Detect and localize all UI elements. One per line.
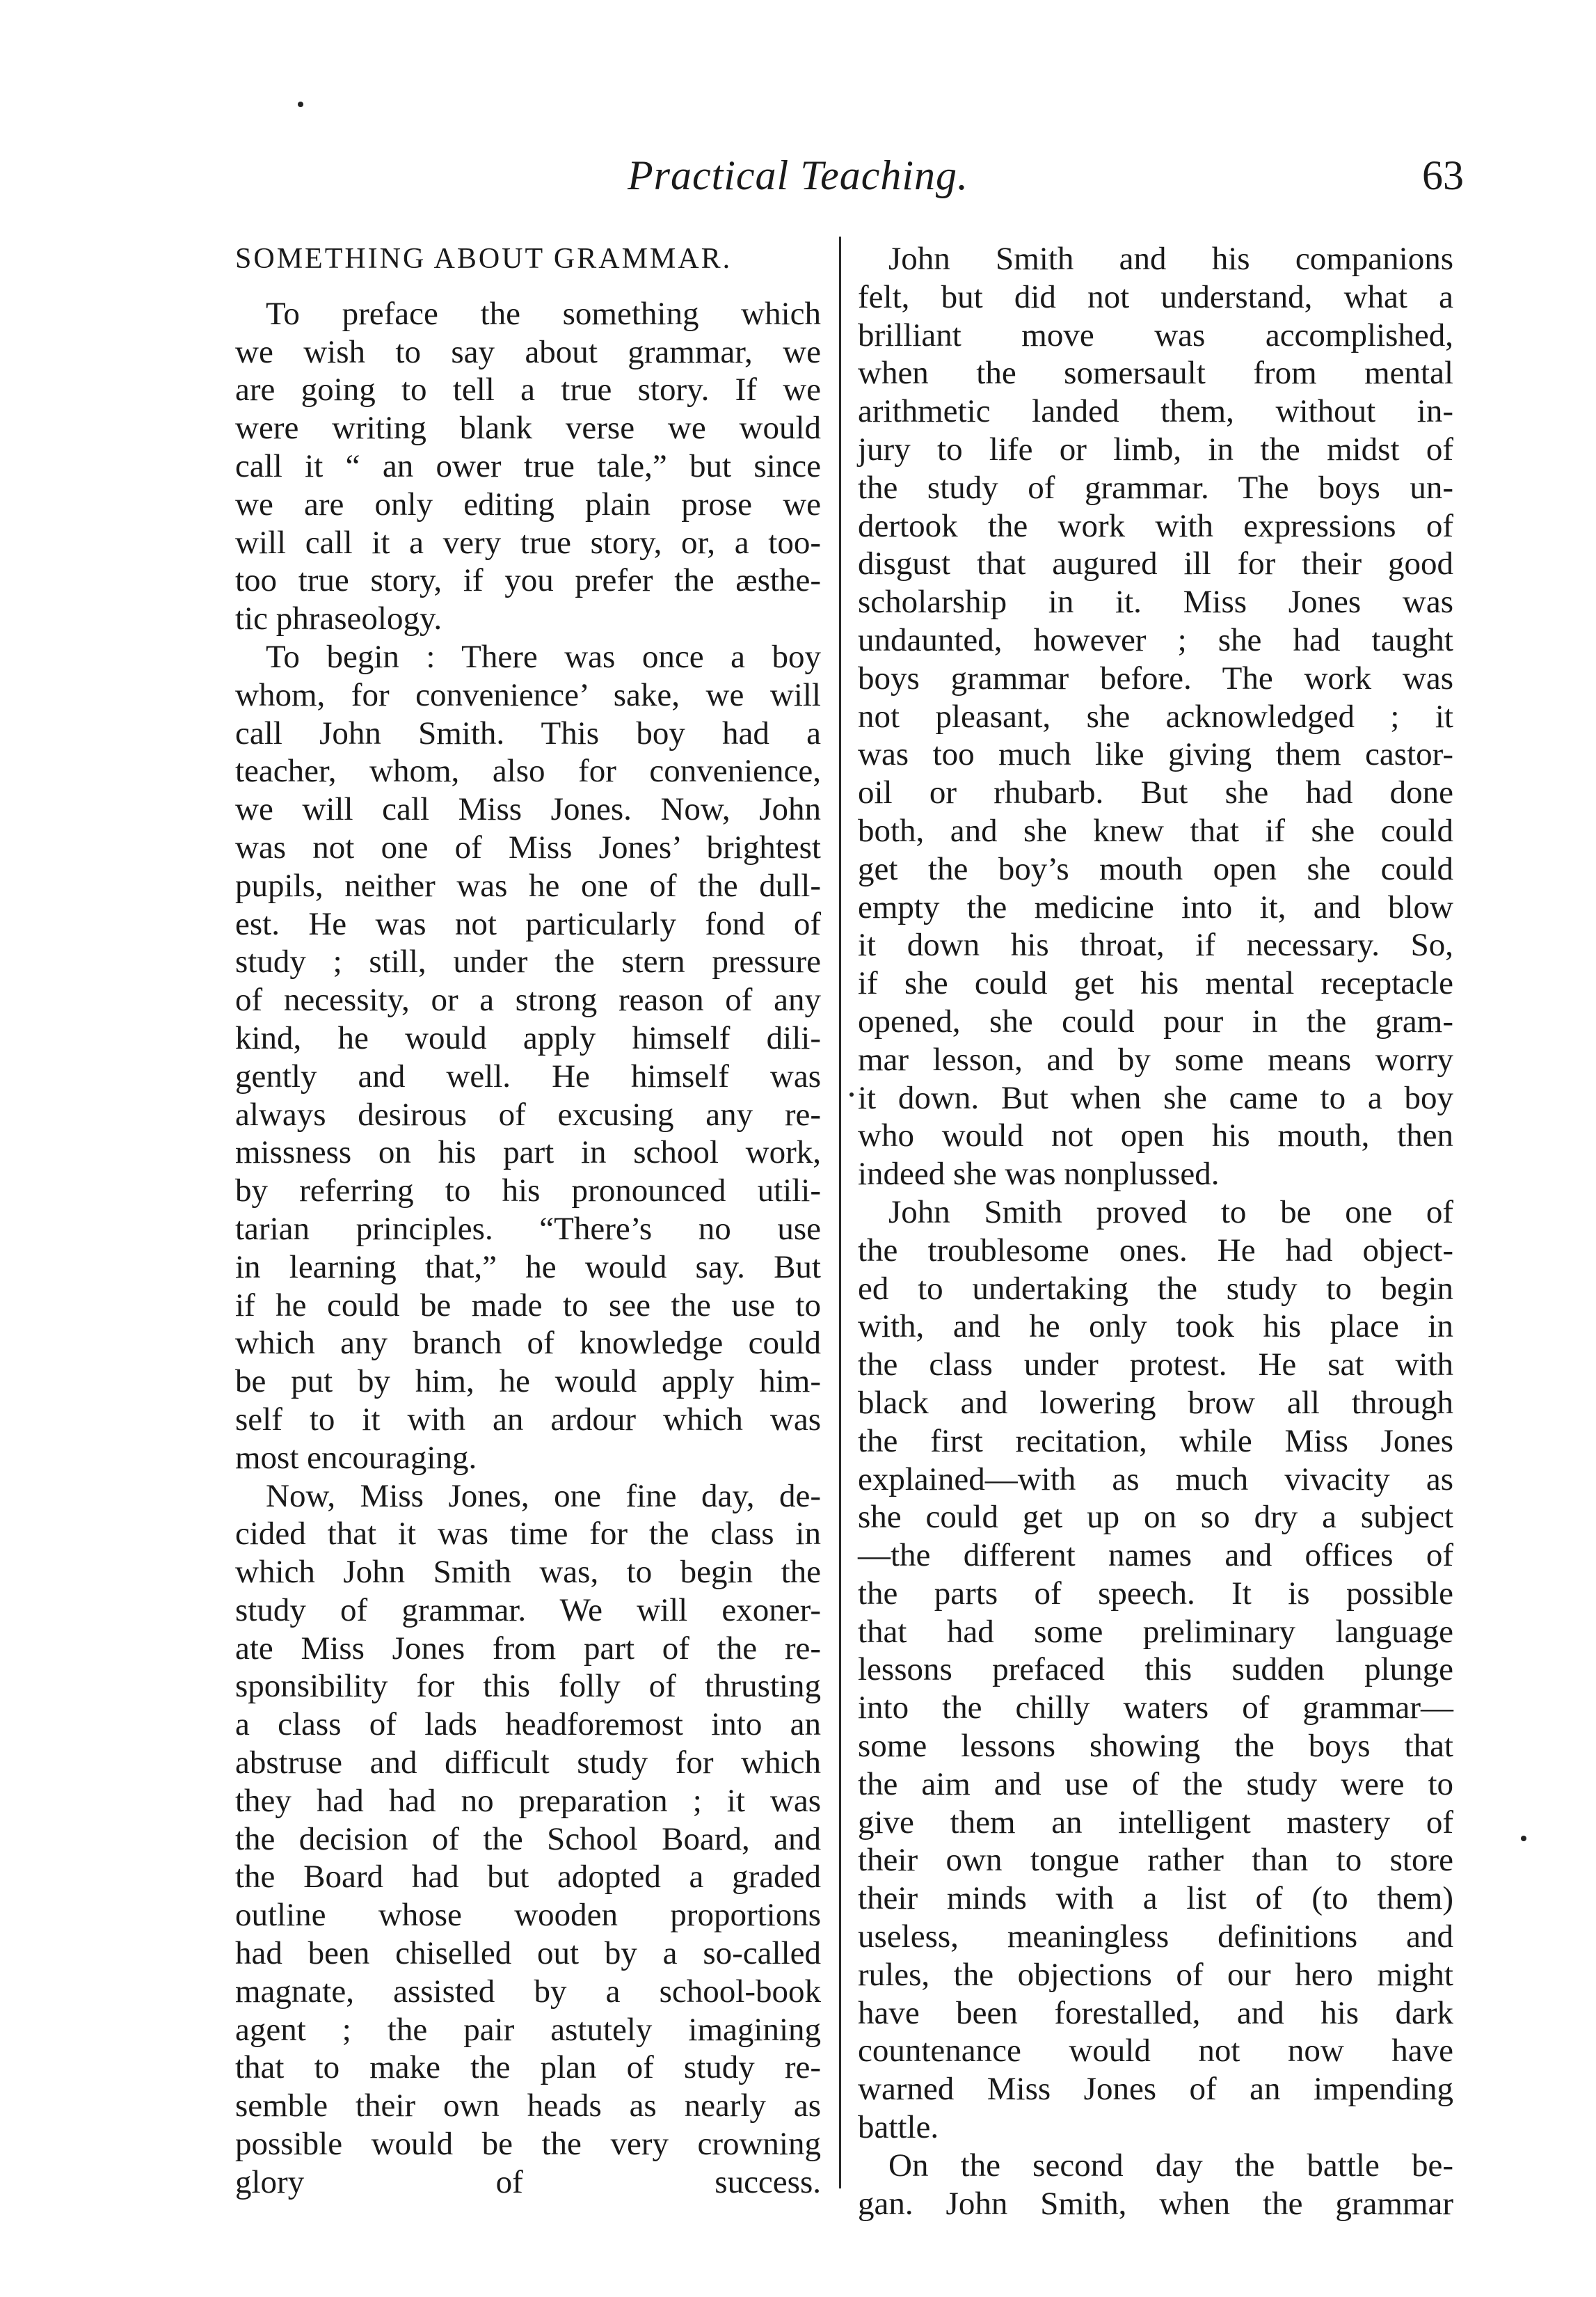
text-line: scholarship in it. Miss Jones was xyxy=(858,584,1453,621)
text-line: tarian principles. “There’s no use xyxy=(235,1210,821,1247)
text-line: boys grammar before. The work was xyxy=(858,660,1453,697)
text-line: sponsibility for this folly of thrusting xyxy=(235,1668,821,1705)
paragraph xyxy=(858,2147,1453,2223)
text-line: the aim and use of the study were to xyxy=(858,1765,1453,1802)
text-line: glory of success. xyxy=(235,2163,821,2200)
text-line: outline whose wooden proportions xyxy=(235,1897,821,1934)
text-line: was too much like giving them castor- xyxy=(858,736,1453,773)
text-line: call John Smith. This boy had a xyxy=(235,715,821,752)
page-number: 63 xyxy=(1422,152,1464,198)
text-line: whom, for convenience’ sake, we will xyxy=(235,676,821,713)
text-line: we wish to say about grammar, we xyxy=(235,333,821,370)
text-line: not pleasant, she acknowledged ; it xyxy=(858,698,1453,735)
text-line: had been chiselled out by a so-called xyxy=(235,1935,821,1972)
text-line: the decision of the School Board, and xyxy=(235,1820,821,1857)
text-line: indeed she was nonplussed. xyxy=(858,1156,1220,1193)
text-line: disgust that augured ill for their good xyxy=(858,546,1453,582)
text-line: will call it a very true story, or, a too- xyxy=(235,524,821,561)
text-line: the class under protest. He sat with xyxy=(858,1346,1453,1383)
text-line: always desirous of excusing any re- xyxy=(235,1096,821,1133)
text-line: their own tongue rather than to store xyxy=(858,1842,1453,1879)
paragraph xyxy=(235,1477,821,2202)
text-line: both, and she knew that if she could xyxy=(858,812,1453,849)
text-line: in learning that,” he would say. But xyxy=(235,1248,821,1285)
text-line: warned Miss Jones of an impending xyxy=(858,2071,1453,2108)
text-line: the troublesome ones. He had object- xyxy=(858,1232,1453,1269)
text-line: est. He was not particularly fond of xyxy=(235,905,821,942)
text-line: black and lowering brow all through xyxy=(858,1384,1453,1421)
right-column xyxy=(858,240,1453,2223)
text-line: kind, he would apply himself dili- xyxy=(235,1019,821,1056)
text-line: the parts of speech. It is possible xyxy=(858,1575,1453,1612)
text-line: arithmetic landed them, without in- xyxy=(858,393,1453,430)
text-line: which John Smith was, to begin the xyxy=(235,1554,821,1591)
text-line: into the chilly waters of grammar— xyxy=(858,1690,1453,1726)
text-line: self to it with an ardour which was xyxy=(235,1401,821,1438)
text-line: they had had no preparation ; it was xyxy=(235,1782,821,1819)
text-line: magnate, assisted by a school-book xyxy=(235,1973,821,2010)
text-line: undaunted, however ; she had taught xyxy=(858,621,1453,658)
text-line: John Smith proved to be one of xyxy=(888,1193,1453,1230)
text-line: To preface the something which xyxy=(266,295,821,332)
text-line: she could get up on so dry a subject xyxy=(858,1499,1453,1536)
text-line: Now, Miss Jones, one fine day, de- xyxy=(266,1477,821,1514)
text-line: were writing blank verse we would xyxy=(235,410,821,447)
section-heading: SOMETHING ABOUT GRAMMAR. xyxy=(235,243,733,275)
text-line: when the somersault from mental xyxy=(858,355,1453,392)
text-line: be put by him, he would apply him- xyxy=(235,1363,821,1400)
column-rule xyxy=(839,237,841,2188)
text-line: are going to tell a true story. If we xyxy=(235,372,821,408)
text-line: who would not open his mouth, then xyxy=(858,1118,1453,1154)
text-line: dertook the work with expressions of xyxy=(858,507,1453,544)
text-line: lessons prefaced this sudden plunge xyxy=(858,1651,1453,1688)
text-line: give them an intelligent mastery of xyxy=(858,1804,1453,1841)
text-line: cided that it was time for the class in xyxy=(235,1516,821,1552)
text-line: countenance would not now have xyxy=(858,2033,1453,2069)
text-line: semble their own heads as nearly as xyxy=(235,2088,821,2124)
paragraph xyxy=(858,240,1453,1193)
text-line: if she could get his mental receptacle xyxy=(858,965,1453,1002)
text-line: brilliant move was accomplished, xyxy=(858,317,1453,353)
text-line: which any branch of knowledge could xyxy=(235,1325,821,1362)
text-line: gan. John Smith, when the grammar xyxy=(858,2185,1453,2222)
paragraph xyxy=(235,638,821,1477)
text-line: tic phraseology. xyxy=(235,601,442,637)
text-line: have been forestalled, and his dark xyxy=(858,1994,1453,2031)
text-line: John Smith and his companions xyxy=(888,241,1453,277)
text-line: battle. xyxy=(858,2109,939,2146)
text-line: too true story, if you prefer the æsthe- xyxy=(235,562,821,599)
text-line: by referring to his pronounced utili- xyxy=(235,1173,821,1209)
left-column xyxy=(235,240,821,2202)
paragraph xyxy=(858,1193,1453,2147)
text-line: it down his throat, if necessary. So, xyxy=(858,927,1453,964)
text-line: empty the medicine into it, and blow xyxy=(858,889,1453,925)
text-line: of necessity, or a strong reason of any xyxy=(235,982,821,1019)
text-line: study ; still, under the stern pressure xyxy=(235,944,821,980)
text-line: rules, the objections of our hero might xyxy=(858,1956,1453,1993)
ink-speck xyxy=(298,102,303,107)
text-line: opened, she could pour in the gram- xyxy=(858,1003,1453,1040)
text-line: some lessons showing the boys that xyxy=(858,1728,1453,1765)
ink-speck xyxy=(1521,1836,1526,1841)
text-line: with, and he only took his place in xyxy=(858,1308,1453,1345)
text-line: On the second day the battle be- xyxy=(888,2147,1453,2184)
text-line: jury to life or limb, in the midst of xyxy=(858,431,1453,468)
text-line: most encouraging. xyxy=(235,1439,477,1476)
text-line: pupils, neither was he one of the dull- xyxy=(235,867,821,904)
text-line: useless, meaningless definitions and xyxy=(858,1918,1453,1955)
text-line: gently and well. He himself was xyxy=(235,1058,821,1095)
text-line: the first recitation, while Miss Jones xyxy=(858,1422,1453,1459)
text-line: abstruse and difficult study for which xyxy=(235,1744,821,1781)
text-line: it down. But when she came to a boy xyxy=(858,1079,1453,1116)
text-line: To begin : There was once a boy xyxy=(266,638,821,675)
text-line: possible would be the very crowning xyxy=(235,2126,821,2163)
text-line: —the different names and offices of xyxy=(858,1537,1453,1574)
ink-speck xyxy=(849,1092,854,1097)
text-line: oil or rhubarb. But she had done xyxy=(858,774,1453,811)
text-line: missness on his part in school work, xyxy=(235,1134,821,1171)
text-line: mar lesson, and by some means worry xyxy=(858,1041,1453,1078)
text-line: the study of grammar. The boys un- xyxy=(858,469,1453,506)
text-line: teacher, whom, also for convenience, xyxy=(235,753,821,790)
text-line: the Board had but adopted a graded xyxy=(235,1859,821,1895)
text-line: we are only editing plain prose we xyxy=(235,486,821,523)
text-line: was not one of Miss Jones’ brightest xyxy=(235,829,821,866)
text-line: explained—with as much vivacity as xyxy=(858,1461,1453,1497)
text-line: agent ; the pair astutely imagining xyxy=(235,2011,821,2048)
paragraph xyxy=(235,295,821,638)
text-line: call it “ an ower true tale,” but since xyxy=(235,447,821,484)
text-line: ate Miss Jones from part of the re- xyxy=(235,1630,821,1667)
text-line: ed to undertaking the study to begin xyxy=(858,1270,1453,1307)
text-line: their minds with a list of (to them) xyxy=(858,1880,1453,1917)
text-line: that to make the plan of study re- xyxy=(235,2049,821,2086)
text-line: we will call Miss Jones. Now, John xyxy=(235,791,821,828)
text-line: study of grammar. We will exoner- xyxy=(235,1591,821,1628)
running-header: Practical Teaching. xyxy=(627,152,969,198)
text-line: get the boy’s mouth open she could xyxy=(858,850,1453,887)
text-line: that had some preliminary language xyxy=(858,1613,1453,1650)
text-line: a class of lads headforemost into an xyxy=(235,1706,821,1743)
text-line: if he could be made to see the use to xyxy=(235,1287,821,1324)
text-line: felt, but did not understand, what a xyxy=(858,278,1453,315)
